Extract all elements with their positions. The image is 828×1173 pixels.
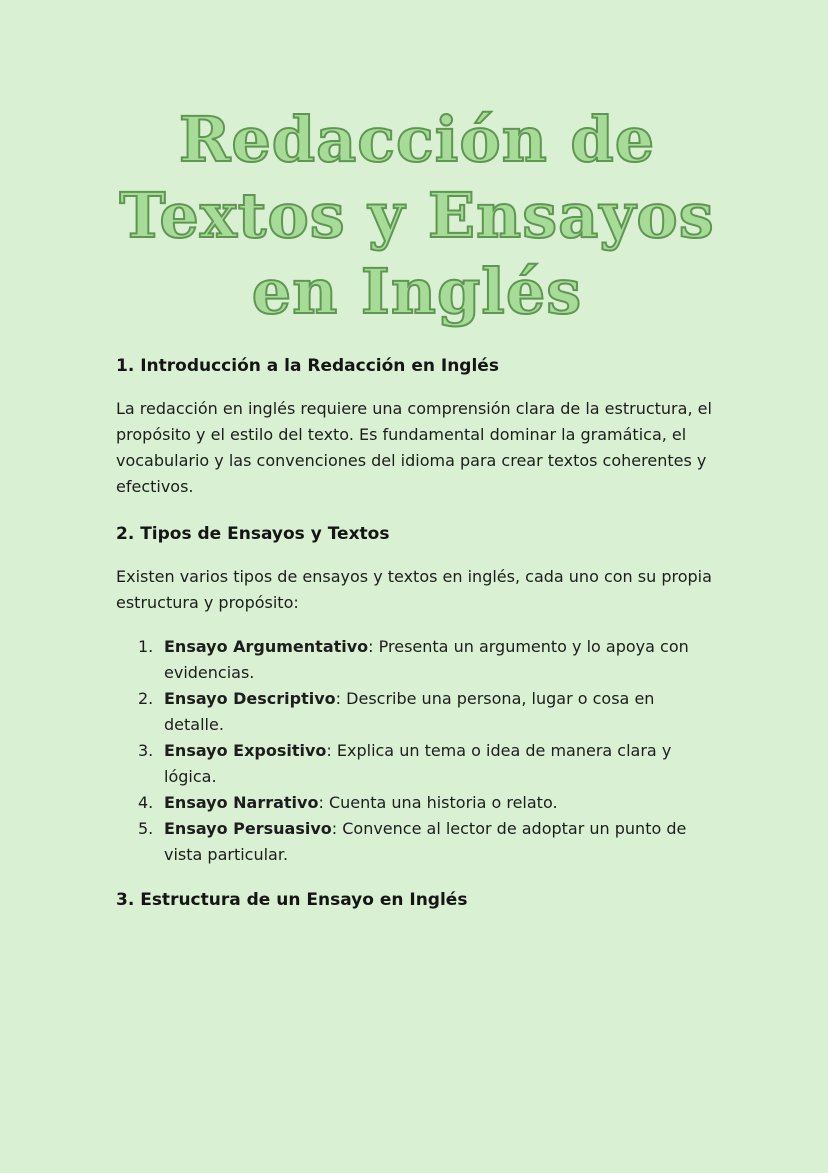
list-item	[138, 790, 718, 816]
document-page	[0, 102, 828, 1173]
essay-types-paragraph: Existen varios tipos de ensayos y textos en inglés, cada uno con su propia estructura y propósito:	[116, 567, 712, 612]
list-item-description: : Convence al lector de adoptar un punto de vista particular.	[164, 819, 687, 864]
list-item-term: Ensayo Argumentativo	[164, 637, 369, 656]
title-line: Redacción de	[178, 103, 656, 176]
section-heading-introduction: 1. Introducción a la Redacción en Inglés	[116, 356, 499, 376]
list-item	[138, 738, 718, 790]
page-title	[116, 102, 718, 330]
list-item-number: 1.	[138, 637, 154, 656]
title-line: en Inglés	[251, 255, 583, 328]
list-item-description: : Cuenta una historia o relato.	[318, 793, 558, 812]
list-item-number: 2.	[138, 689, 154, 708]
introduction-paragraph: La redacción en inglés requiere una comprensión clara de la estructura, el propósito y el estilo del texto. Es fundamental dominar la gramática, el vocabulario y las convenciones del idioma para crear textos coherentes y efectivos.	[116, 399, 712, 496]
list-item-description: : Explica un tema o idea de manera clara y lógica.	[164, 741, 672, 786]
list-item-description: : Describe una persona, lugar o cosa en detalle.	[164, 689, 655, 734]
list-item-number: 4.	[138, 793, 154, 812]
list-item	[138, 634, 718, 686]
title-line: Textos y Ensayos	[119, 179, 715, 252]
list-item-description: : Presenta un argumento y lo apoya con evidencias.	[164, 637, 689, 682]
list-item-number: 5.	[138, 819, 154, 838]
list-item-number: 3.	[138, 741, 154, 760]
list-item-term: Ensayo Expositivo	[164, 741, 327, 760]
list-item	[138, 816, 718, 868]
essay-types-list	[116, 634, 718, 868]
section-heading-essay-types: 2. Tipos de Ensayos y Textos	[116, 524, 390, 544]
list-item-term: Ensayo Descriptivo	[164, 689, 336, 708]
list-item	[138, 686, 718, 738]
list-item-term: Ensayo Narrativo	[164, 793, 319, 812]
section-heading-essay-structure: 3. Estructura de un Ensayo en Inglés	[116, 890, 468, 910]
list-item-term: Ensayo Persuasivo	[164, 819, 332, 838]
